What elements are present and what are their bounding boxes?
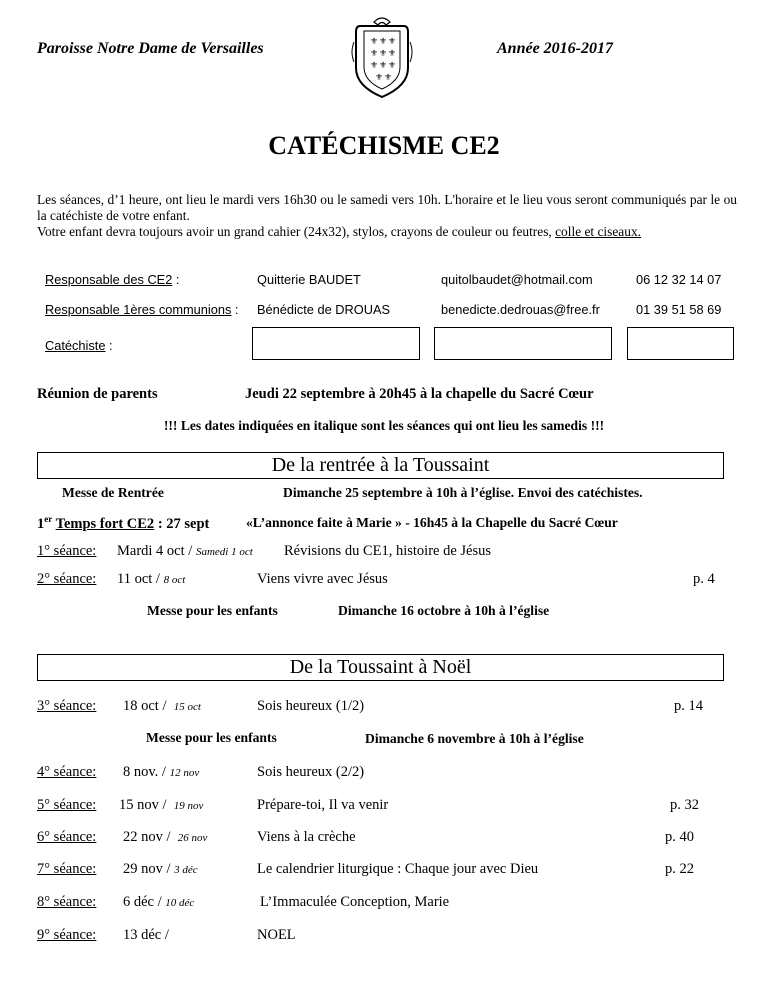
session-page: p. 40 xyxy=(665,829,694,845)
italic-dates-notice: !!! Les dates indiquées en italique sont les séances qui ont lieu les samedis !!! xyxy=(163,418,605,433)
session-saturday-date: 10 déc xyxy=(165,897,195,909)
session-saturday-date: 26 nov xyxy=(177,832,208,844)
session-date xyxy=(123,927,169,944)
contact-phone: 01 39 51 58 69 xyxy=(636,302,722,317)
session-label-text: 4° séance: xyxy=(37,764,97,780)
kids-mass-label: Messe pour les enfants xyxy=(147,603,278,618)
svg-text:⚜: ⚜ xyxy=(379,60,388,70)
welcome-mass-label: Messe de Rentrée xyxy=(62,485,164,500)
catechist-name-field[interactable] xyxy=(252,327,420,360)
session-label xyxy=(37,894,96,911)
session-label xyxy=(37,797,96,814)
svg-text:⚜: ⚜ xyxy=(370,48,379,58)
session-label-text: 8° séance: xyxy=(37,894,97,910)
strong-time-number: 1 xyxy=(37,515,45,532)
session-label-text: 9° séance: xyxy=(37,927,97,943)
intro-line2 xyxy=(37,224,737,240)
session-weekday-date: 6 déc / xyxy=(123,894,162,910)
section-header-rentree-toussaint: De la rentrée à la Toussaint xyxy=(37,452,724,479)
intro-text xyxy=(37,192,737,240)
kids-mass-value: Dimanche 6 novembre à 10h à l’église xyxy=(365,731,584,746)
session-saturday-date: 3 déc xyxy=(174,864,198,876)
session-weekday-date: 13 déc / xyxy=(123,927,169,943)
session-date xyxy=(123,829,207,846)
svg-text:⚜: ⚜ xyxy=(370,36,379,46)
parish-coat-of-arms-icon xyxy=(346,12,418,100)
session-page: p. 22 xyxy=(665,861,694,877)
kids-mass-label: Messe pour les enfants xyxy=(146,730,277,745)
contact-role-label: Responsable des CE2 xyxy=(45,272,173,287)
session-label xyxy=(37,543,96,560)
contact-name: Quitterie BAUDET xyxy=(257,272,361,287)
strong-time-value: «L’annonce faite à Marie » - 16h45 à la Chapelle du Sacré Cœur xyxy=(246,515,618,530)
session-topic: L’Immaculée Conception, Marie xyxy=(260,894,450,910)
parents-meeting-value: Jeudi 22 septembre à 20h45 à la chapelle du Sacré Cœur xyxy=(245,386,594,402)
session-weekday-date: 18 oct / xyxy=(123,698,167,714)
contact-email[interactable]: benedicte.dedrouas@free.fr xyxy=(441,302,600,317)
strong-time-date: : 27 sept xyxy=(154,515,210,532)
session-label xyxy=(37,927,96,944)
intro-line2-text: Votre enfant devra toujours avoir un grand cahier (24x32), stylos, crayons de couleur ou feutres, xyxy=(37,224,556,239)
session-date xyxy=(117,571,185,588)
contact-role-communions xyxy=(45,302,239,317)
contact-email[interactable]: quitolbaudet@hotmail.com xyxy=(441,272,593,287)
session-saturday-date: 15 oct xyxy=(173,701,201,713)
session-weekday-date: 15 nov / xyxy=(119,797,167,813)
svg-text:⚜: ⚜ xyxy=(384,72,393,82)
session-weekday-date: 29 nov / xyxy=(123,861,171,877)
session-weekday-date: 11 oct / xyxy=(117,571,160,587)
session-label-text: 5° séance: xyxy=(37,797,97,813)
parish-name: Paroisse Notre Dame de Versailles xyxy=(37,40,264,57)
session-label-text: 1° séance: xyxy=(37,543,97,559)
session-date xyxy=(117,543,253,560)
strong-time-title: Temps fort CE2 xyxy=(55,515,155,532)
contact-role-suffix: : xyxy=(172,272,180,287)
session-topic: Révisions du CE1, histoire de Jésus xyxy=(284,543,492,559)
session-weekday-date: Mardi 4 oct / xyxy=(117,543,193,559)
session-topic: Le calendrier liturgique : Chaque jour avec Dieu xyxy=(257,861,539,877)
session-date xyxy=(119,797,203,814)
svg-text:⚜: ⚜ xyxy=(379,48,388,58)
welcome-mass-value: Dimanche 25 septembre à 10h à l’église. Envoi des catéchistes. xyxy=(283,485,643,500)
parents-meeting-label: Réunion de parents xyxy=(37,386,158,402)
svg-text:⚜: ⚜ xyxy=(375,72,384,82)
session-label xyxy=(37,764,96,781)
session-label-text: 7° séance: xyxy=(37,861,97,877)
session-weekday-date: 22 nov / xyxy=(123,829,171,845)
session-saturday-date: 19 nov xyxy=(173,800,204,812)
contact-role-label: Responsable 1ères communions xyxy=(45,302,232,317)
page-title: CATÉCHISME CE2 xyxy=(268,131,500,160)
catechist-label-suffix: : xyxy=(105,338,113,353)
session-page: p. 4 xyxy=(693,571,715,587)
session-label-text: 3° séance: xyxy=(37,698,97,714)
session-topic: Prépare-toi, Il va venir xyxy=(257,797,389,813)
school-year: Année 2016-2017 xyxy=(497,40,613,57)
intro-line1: Les séances, d’1 heure, ont lieu le mardi vers 16h30 ou le samedi vers 10h. L'horaire et le lieu vous seront communiqués par le ou la catéchiste de votre enfant. xyxy=(37,192,737,223)
session-date xyxy=(123,764,199,781)
section-header-toussaint-noel: De la Toussaint à Noël xyxy=(37,654,724,681)
session-saturday-date: 8 oct xyxy=(163,574,186,586)
session-topic: Sois heureux (2/2) xyxy=(257,764,365,780)
session-label-text: 6° séance: xyxy=(37,829,97,845)
svg-text:⚜: ⚜ xyxy=(388,36,397,46)
session-label xyxy=(37,571,96,588)
contact-phone: 06 12 32 14 07 xyxy=(636,272,722,287)
svg-text:⚜: ⚜ xyxy=(379,36,388,46)
session-saturday-date: Samedi 1 oct xyxy=(195,546,253,558)
session-date xyxy=(123,698,201,715)
session-topic: NOEL xyxy=(257,927,296,943)
catechist-phone-field[interactable] xyxy=(627,327,734,360)
contact-role-suffix: : xyxy=(231,302,239,317)
svg-text:⚜: ⚜ xyxy=(388,60,397,70)
strong-time-label xyxy=(37,514,209,533)
session-weekday-date: 8 nov. / xyxy=(123,764,166,780)
kids-mass-value: Dimanche 16 octobre à 10h à l’église xyxy=(338,603,550,618)
contact-role-ce2 xyxy=(45,272,179,287)
session-topic: Viens vivre avec Jésus xyxy=(257,571,388,587)
session-date xyxy=(123,861,198,878)
intro-line2-underlined: colle et ciseaux. xyxy=(555,224,641,239)
session-label xyxy=(37,829,96,846)
contact-name: Bénédicte de DROUAS xyxy=(257,302,391,317)
strong-time-superscript: er xyxy=(44,514,53,524)
session-date xyxy=(123,894,194,911)
session-topic: Viens à la crèche xyxy=(257,829,356,845)
session-topic: Sois heureux (1/2) xyxy=(257,698,365,714)
session-label-text: 2° séance: xyxy=(37,571,97,587)
svg-text:⚜: ⚜ xyxy=(370,60,379,70)
session-page: p. 32 xyxy=(670,797,699,813)
session-page: p. 14 xyxy=(674,698,703,714)
session-label xyxy=(37,698,96,715)
session-label xyxy=(37,861,96,878)
catechist-label xyxy=(45,338,113,353)
svg-text:⚜: ⚜ xyxy=(388,48,397,58)
session-saturday-date: 12 nov xyxy=(169,767,200,779)
catechist-email-field[interactable] xyxy=(434,327,612,360)
catechist-label-text: Catéchiste xyxy=(45,338,106,353)
